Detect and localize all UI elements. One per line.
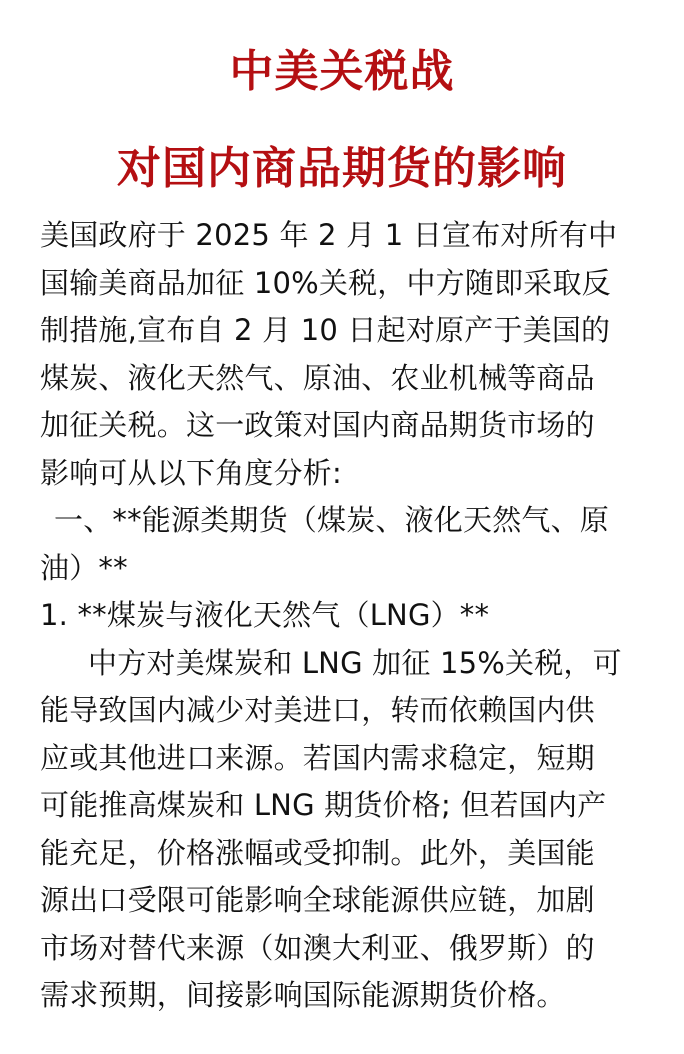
paragraph-line: 市场对替代来源（如澳大利亚、俄罗斯）的 <box>40 930 595 965</box>
article-body <box>40 212 650 1020</box>
paragraph-line: 应或其他进口来源。若国内需求稳定，短期 <box>40 740 595 775</box>
intro-line: 美国政府于 2025 年 2 月 1 日宣布对所有中 <box>40 218 618 252</box>
title-line-2: 对国内商品期货的影响 <box>117 143 567 194</box>
intro-line: 国输美商品加征 10%关税，中方随即采取反 <box>40 265 611 300</box>
intro-line: 影响可从以下角度分析: <box>40 455 342 490</box>
intro-line: 加征关税。这一政策对国内商品期货市场的 <box>40 408 595 442</box>
section-heading-energy-cont: 油）** <box>40 550 128 585</box>
paragraph-line: 源出口受限可能影响全球能源供应链，加剧 <box>40 883 595 917</box>
paragraph-line: 可能推高煤炭和 LNG 期货价格; 但若国内产 <box>40 788 607 822</box>
intro-line: 煤炭、液化天然气、原油、农业机械等商品 <box>40 360 595 395</box>
subsection-heading-coal-lng: 1. **煤炭与液化天然气（LNG）** <box>40 598 490 632</box>
title-line-1: 中美关税战 <box>229 46 455 97</box>
paragraph-line: 中方对美煤炭和 LNG 加征 15%关税，可 <box>88 645 622 680</box>
paragraph-line: 需求预期，间接影响国际能源期货价格。 <box>40 978 566 1012</box>
section-heading-energy: 一、**能源类期货（煤炭、液化天然气、原 <box>54 503 610 537</box>
paragraph-line: 能导致国内减少对美进口，转而依赖国内供 <box>40 693 595 727</box>
paragraph-line: 能充足，价格涨幅或受抑制。此外，美国能 <box>40 835 595 870</box>
intro-line: 制措施,宣布自 2 月 10 日起对原产于美国的 <box>40 313 611 347</box>
